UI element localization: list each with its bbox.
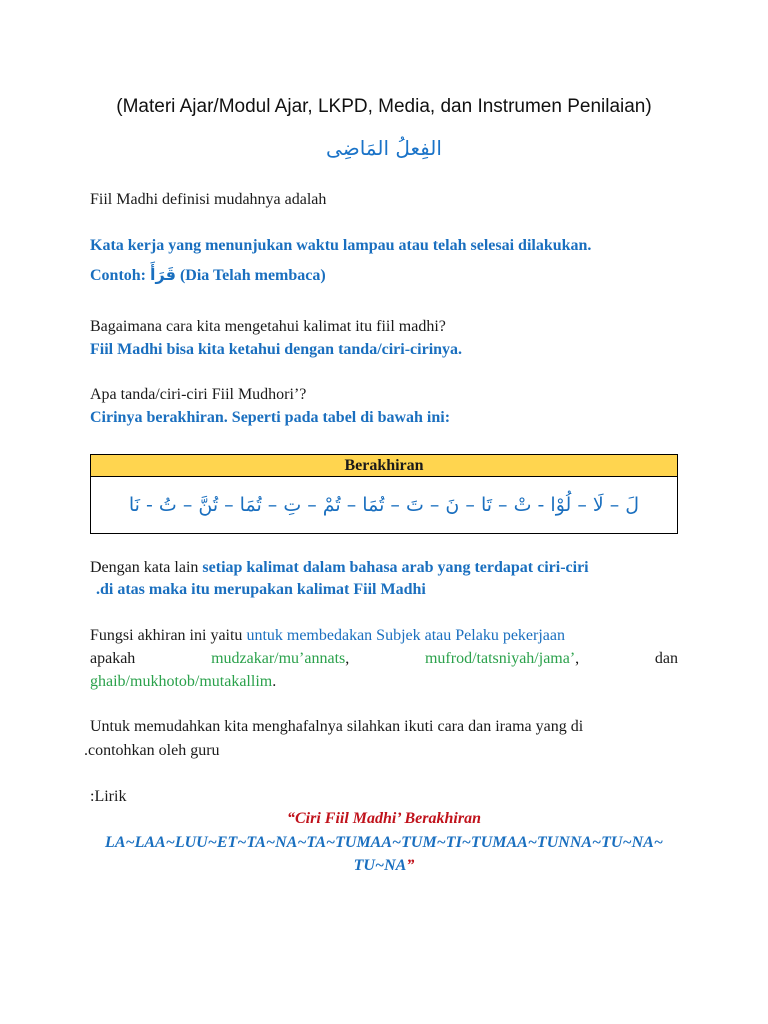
lyrics-line-1: LA~LAA~LUU~ET~TA~NA~TA~TUMAA~TUM~TI~TUMAA~TUNNA~TU~NA~ bbox=[105, 834, 663, 851]
example-arabic: قَرَأَ bbox=[150, 265, 176, 284]
example-line bbox=[90, 265, 678, 285]
answer-2: Fiil Madhi bisa kita ketahui dengan tanda/ciri-cirinya. bbox=[90, 341, 463, 358]
function-dan: dan bbox=[654, 650, 679, 667]
definition-text: Kata kerja yang menunjukan waktu lampau atau telah selesai dilakukan. bbox=[90, 237, 592, 254]
endings-table bbox=[90, 454, 678, 534]
function-line-2 bbox=[90, 650, 678, 668]
memorize-line-2: .contohkan oleh guru bbox=[84, 742, 220, 759]
memorize-line-1: Untuk memudahkan kita menghafalnya silahkan ikuti cara dan irama yang di bbox=[90, 718, 584, 735]
question-2: Bagaimana cara kita mengetahui kalimat itu fiil madhi? bbox=[90, 318, 446, 335]
conclusion-highlight-1: setiap kalimat dalam bahasa arab yang terdapat ciri-ciri bbox=[202, 559, 589, 576]
question-3: Apa tanda/ciri-ciri Fiil Mudhori’? bbox=[90, 386, 307, 403]
intro-question: Fiil Madhi definisi mudahnya adalah bbox=[90, 191, 327, 208]
example-meaning: (Dia Telah membaca) bbox=[175, 267, 326, 284]
function-line-1 bbox=[90, 627, 678, 645]
answer-3: Cirinya berakhiran. Seperti pada tabel di bawah ini: bbox=[90, 409, 451, 426]
function-term-1-wrap: mudzakar/mu’annats, bbox=[211, 650, 350, 667]
lyrics-line-2 bbox=[90, 857, 678, 875]
conclusion-prefix: Dengan kata lain bbox=[90, 559, 203, 576]
example-label: Contoh: bbox=[90, 267, 151, 284]
lyrics-label: :Lirik bbox=[90, 788, 127, 805]
lyrics-line-2-text: TU~NA bbox=[353, 857, 407, 874]
function-highlight: untuk membedakan Subjek atau Pelaku pekerjaan bbox=[246, 627, 565, 644]
conclusion-line-1 bbox=[90, 559, 678, 577]
function-apakah: apakah bbox=[90, 650, 136, 667]
endings-table-header: Berakhiran bbox=[91, 455, 677, 477]
function-line-3: ghaib/mukhotob/mutakallim. bbox=[90, 673, 277, 690]
function-prefix: Fungsi akhiran ini yaitu bbox=[90, 627, 247, 644]
function-term-2: mufrod/tatsniyah/jama’ bbox=[424, 650, 576, 667]
function-term-1: mudzakar/mu’annats bbox=[211, 650, 346, 667]
conclusion-line-2: .di atas maka itu merupakan kalimat Fiil Madhi bbox=[96, 581, 426, 598]
function-term-2-wrap: mufrod/tatsniyah/jama’, bbox=[424, 650, 580, 667]
arabic-title: الفِعلُ المَاضِى bbox=[326, 136, 442, 160]
lyrics-close-quote: ” bbox=[406, 857, 415, 874]
function-term-3: ghaib/mukhotob/mutakallim bbox=[90, 673, 273, 690]
page-title: (Materi Ajar/Modul Ajar, LKPD, Media, dan Instrumen Penilaian) bbox=[116, 96, 652, 117]
endings-table-row: لَ – لَا – لُوْا - تْ – تَا – نَ – تَ – تُمَا – تُمْ – تِ – تُمَا – تُنَّ – تُ - نَا bbox=[128, 494, 640, 516]
lyrics-title: “Ciri Fiil Madhi’ Berakhiran bbox=[287, 810, 481, 827]
